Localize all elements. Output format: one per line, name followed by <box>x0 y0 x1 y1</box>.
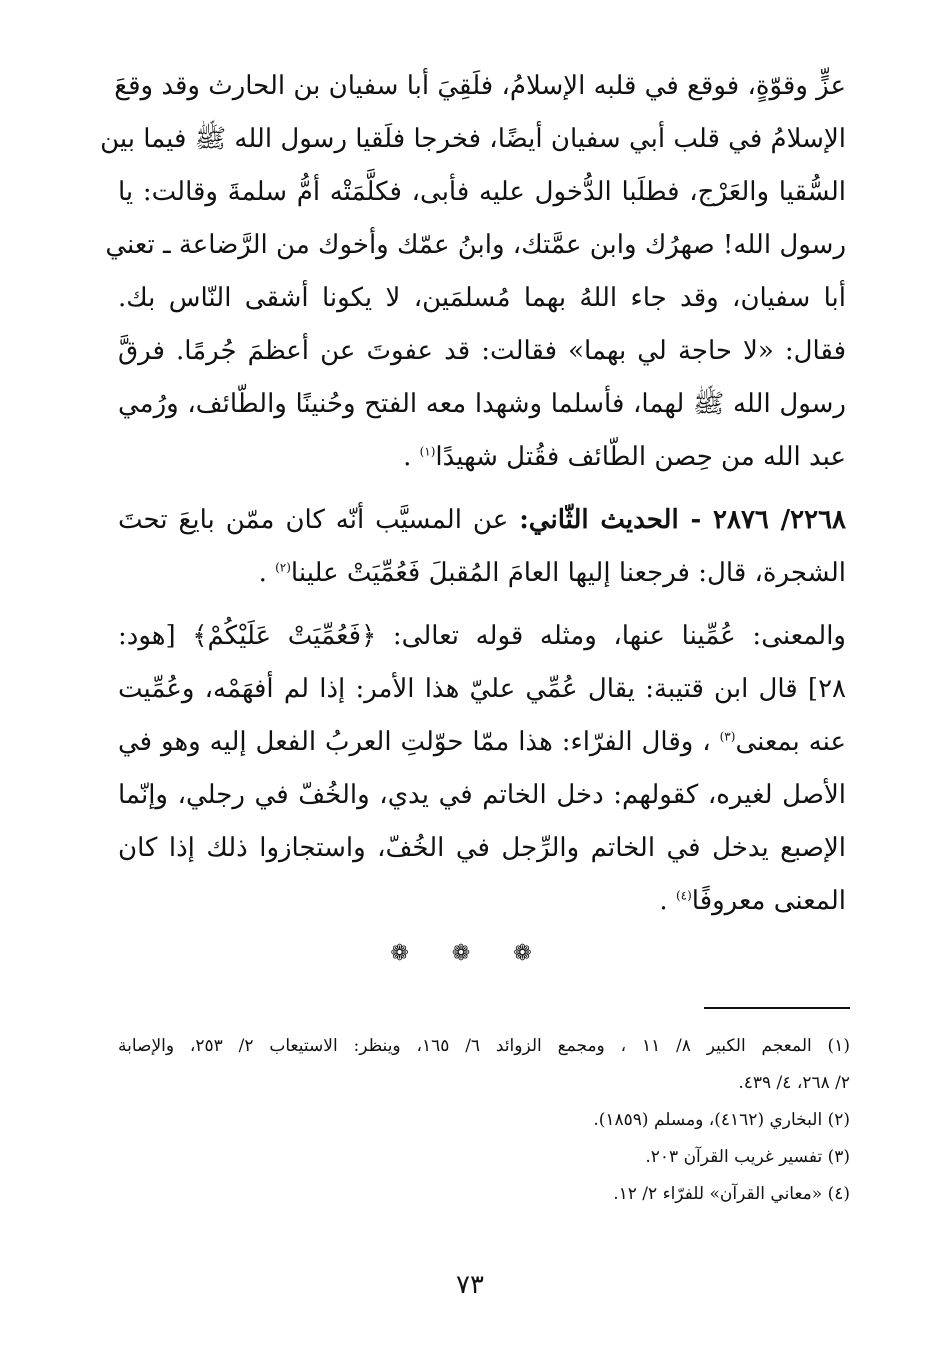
text-span: الشجرة، قال: فرجعنا إليها العامَ المُقبلَ فَعُمِّيَتْ علينا <box>290 558 846 588</box>
footnote: (٢) البخاري (٤١٦٢)، ومسلم (١٨٥٩). <box>593 1110 850 1130</box>
text-line: الأصل لغيره، كقولهم: دخل الخاتم في يدي، والخُفّ في رجلي، وإنّما <box>118 780 846 810</box>
footnote: ٢/ ٢٦٨، ٤/ ٤٣٩. <box>738 1073 850 1093</box>
footnote-ref: (٤) <box>675 888 692 903</box>
hadith-number: ٢٢٦٨/ ٢٨٧٦ - الحديث الثّاني: <box>519 505 846 535</box>
text-line: رسول الله! صهرُك وابن عمَّتك، وابنُ عمّك وأخوك من الرَّضاعة ـ تعني <box>105 230 846 260</box>
text-span: المعنى معروفًا <box>691 886 846 916</box>
text-line <box>118 547 846 600</box>
footnote: (٤) «معاني القرآن» للفرّاء ٢/ ١٢. <box>613 1184 850 1204</box>
period: . <box>258 558 267 588</box>
text-line: والمعنى: عُمِّينا عنها، ومثله قوله تعالى: ﴿فَعُمِّيَتْ عَلَيْكُمْ﴾ [هود: <box>118 621 846 651</box>
text-span: ، وقال الفرّاء: هذا ممّا حوّلتِ العربُ الفعل إليه وهو في <box>118 727 711 757</box>
text-line <box>118 875 846 928</box>
footnote-ref: (١) <box>419 444 436 459</box>
footnote-rule <box>704 1007 850 1009</box>
footnote-ref: (٣) <box>719 729 736 744</box>
text-line: عزٍّ وقوّةٍ، فوقع في قلبه الإسلامُ، فلَقِيَ أبا سفيان بن الحارث وقد وقعَ <box>114 71 846 101</box>
footnotes <box>118 1028 850 1213</box>
page-number: ٧٣ <box>456 1270 484 1300</box>
text-span: عنه بمعنى <box>735 727 847 757</box>
period: . <box>659 886 668 916</box>
section-separator: ❁ ❁ ❁ <box>390 941 550 966</box>
text-line <box>118 431 846 484</box>
text-line: أبا سفيان، وقد جاء اللهُ بهما مُسلمَين، لا يكونا أشقى النّاس بك. <box>118 283 846 313</box>
main-text <box>100 60 847 928</box>
text-line: الإسلامُ في قلب أبي سفيان أيضًا، فخرجا فلَقيا رسول الله ﷺ فيما بين <box>100 124 846 154</box>
text-span: عن المسيَّب أنّه كان ممّن بايعَ تحتَ <box>118 505 509 535</box>
text-line: فقال: «لا حاجة لي بهما» فقالت: قد عفوتَ عن أعظمَ جُرمًا. فرقَّ <box>118 336 846 366</box>
text-line <box>118 716 846 769</box>
footnote-ref: (٢) <box>275 560 291 575</box>
text-line: ٢٨] قال ابن قتيبة: يقال عُمِّي عليّ هذا الأمر: إذا لم أفهَمْه، وعُمِّيت <box>118 674 846 704</box>
text-line: السُّقيا والعَرْج، فطلَبا الدُّخول عليه فأبى، فكلَّمَتْه أمُّ سلمةَ وقالت: يا <box>118 177 846 207</box>
text-span: عبد الله من حِصن الطّائف فقُتل شهيدًا <box>435 442 846 472</box>
hadith-line <box>118 494 846 547</box>
footnote: (١) المعجم الكبير ٨/ ١١ ، ومجمع الزوائد ٦/ ١٦٥، وينظر: الاستيعاب ٢/ ٢٥٣، والإصابة <box>118 1036 850 1056</box>
period: . <box>403 442 412 472</box>
text-line: الإصبع يدخل في الخاتم والرِّجل في الخُفّ، واستجازوا ذلك إذا كان <box>118 833 846 863</box>
footnote: (٣) تفسير غريب القرآن ٢٠٣. <box>645 1147 850 1167</box>
text-line: رسول الله ﷺ لهما، فأسلما وشهدا معه الفتح وحُنينًا والطّائف، ورُمي <box>118 389 846 419</box>
